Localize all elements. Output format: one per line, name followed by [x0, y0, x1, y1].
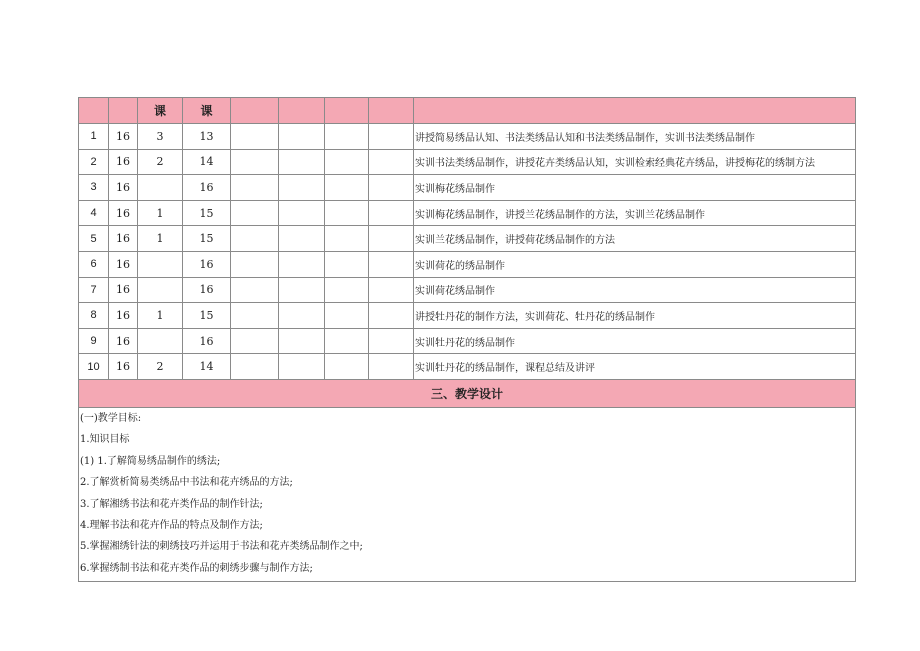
table-row [79, 354, 856, 380]
empty-cell [369, 149, 414, 175]
empty-cell [369, 328, 414, 354]
design-line: 5.掌握湘绣针法的刺绣技巧并运用于书法和花卉类绣品制作之中; [80, 541, 363, 553]
hours-lecture-cell [138, 251, 183, 277]
empty-cell [279, 175, 325, 201]
schedule-table [78, 97, 856, 582]
schedule-sheet [78, 97, 855, 574]
header-row [79, 98, 856, 124]
table-row [79, 200, 856, 226]
hours-lecture-cell [138, 175, 183, 201]
empty-cell [369, 226, 414, 252]
week-number-cell: 7 [79, 277, 109, 303]
empty-cell [279, 200, 325, 226]
table-row [79, 277, 856, 303]
empty-cell [369, 175, 414, 201]
empty-cell [231, 354, 279, 380]
empty-cell [279, 303, 325, 329]
table-row [79, 175, 856, 201]
table-row [79, 328, 856, 354]
week-number-cell: 8 [79, 303, 109, 329]
section-title: 三、教学设计 [79, 379, 856, 407]
empty-cell [325, 200, 369, 226]
empty-cell [279, 251, 325, 277]
hours-lecture-cell: 2 [138, 149, 183, 175]
hours-total-cell: 16 [109, 149, 138, 175]
empty-cell [231, 277, 279, 303]
empty-cell [231, 200, 279, 226]
hours-total-cell: 16 [109, 226, 138, 252]
week-number-cell: 1 [79, 124, 109, 150]
design-line: (1) 1.了解简易绣品制作的绣法; [80, 455, 221, 467]
hours-total-cell: 16 [109, 328, 138, 354]
empty-cell [369, 200, 414, 226]
header-cell [231, 98, 279, 124]
empty-cell [325, 124, 369, 150]
hours-practice-cell: 15 [183, 200, 231, 226]
empty-cell [279, 149, 325, 175]
empty-cell [369, 303, 414, 329]
design-line: 3.了解湘绣书法和花卉类作品的制作针法; [80, 498, 263, 510]
empty-cell [325, 303, 369, 329]
hours-practice-cell: 14 [183, 149, 231, 175]
header-cell-ke-1: 课 [138, 98, 183, 124]
hours-practice-cell: 13 [183, 124, 231, 150]
hours-practice-cell: 16 [183, 251, 231, 277]
design-line: 4.理解书法和花卉作品的特点及制作方法; [80, 519, 263, 531]
content-cell: 实训书法类绣品制作，讲授花卉类绣品认知，实训检索经典花卉绣品，讲授梅花的绣制方法 [414, 149, 856, 175]
header-cell [109, 98, 138, 124]
hours-total-cell: 16 [109, 124, 138, 150]
week-number-cell: 3 [79, 175, 109, 201]
empty-cell [325, 354, 369, 380]
week-number-cell: 5 [79, 226, 109, 252]
empty-cell [231, 124, 279, 150]
week-number-cell: 2 [79, 149, 109, 175]
hours-lecture-cell [138, 328, 183, 354]
header-cell [279, 98, 325, 124]
empty-cell [279, 124, 325, 150]
empty-cell [325, 175, 369, 201]
content-cell: 讲授简易绣品认知、书法类绣品认知和书法类绣品制作，实训书法类绣品制作 [414, 124, 856, 150]
content-cell: 实训荷花绣品制作 [414, 277, 856, 303]
content-cell: 实训梅花绣品制作 [414, 175, 856, 201]
content-cell: 实训兰花绣品制作，讲授荷花绣品制作的方法 [414, 226, 856, 252]
content-cell: 讲授牡丹花的制作方法，实训荷花、牡丹花的绣品制作 [414, 303, 856, 329]
design-line: 6.掌握绣制书法和花卉类作品的刺绣步骤与制作方法; [80, 562, 313, 574]
hours-lecture-cell: 3 [138, 124, 183, 150]
empty-cell [325, 149, 369, 175]
hours-lecture-cell: 1 [138, 226, 183, 252]
week-number-cell: 6 [79, 251, 109, 277]
table-row [79, 251, 856, 277]
week-number-cell: 10 [79, 354, 109, 380]
hours-total-cell: 16 [109, 200, 138, 226]
empty-cell [231, 328, 279, 354]
empty-cell [279, 328, 325, 354]
content-cell: 实训梅花绣品制作，讲授兰花绣品制作的方法，实训兰花绣品制作 [414, 200, 856, 226]
empty-cell [231, 175, 279, 201]
hours-total-cell: 16 [109, 277, 138, 303]
content-cell: 实训牡丹花的绣品制作，课程总结及讲评 [414, 354, 856, 380]
content-cell: 实训荷花的绣品制作 [414, 251, 856, 277]
hours-total-cell: 16 [109, 251, 138, 277]
empty-cell [231, 251, 279, 277]
empty-cell [279, 354, 325, 380]
empty-cell [279, 277, 325, 303]
hours-practice-cell: 16 [183, 277, 231, 303]
hours-practice-cell: 16 [183, 175, 231, 201]
empty-cell [325, 277, 369, 303]
header-cell [369, 98, 414, 124]
hours-practice-cell: 16 [183, 328, 231, 354]
table-row [79, 124, 856, 150]
design-line: 1.知识目标 [80, 434, 130, 446]
table-row [79, 226, 856, 252]
empty-cell [325, 226, 369, 252]
empty-cell [231, 149, 279, 175]
header-cell [79, 98, 109, 124]
header-cell [325, 98, 369, 124]
hours-practice-cell: 14 [183, 354, 231, 380]
empty-cell [325, 328, 369, 354]
week-number-cell: 4 [79, 200, 109, 226]
design-cell [79, 407, 856, 581]
hours-total-cell: 16 [109, 354, 138, 380]
design-row [79, 407, 856, 581]
hours-total-cell: 16 [109, 175, 138, 201]
week-number-cell: 9 [79, 328, 109, 354]
design-line: 2.了解赏析简易类绣品中书法和花卉绣品的方法; [80, 477, 293, 489]
hours-lecture-cell: 1 [138, 303, 183, 329]
table-row [79, 303, 856, 329]
header-cell [414, 98, 856, 124]
design-line: (一)教学目标: [80, 412, 142, 424]
empty-cell [369, 277, 414, 303]
empty-cell [231, 303, 279, 329]
hours-practice-cell: 15 [183, 303, 231, 329]
empty-cell [369, 354, 414, 380]
empty-cell [325, 251, 369, 277]
empty-cell [369, 251, 414, 277]
empty-cell [231, 226, 279, 252]
table-row [79, 149, 856, 175]
hours-total-cell: 16 [109, 303, 138, 329]
empty-cell [369, 124, 414, 150]
hours-lecture-cell: 2 [138, 354, 183, 380]
hours-practice-cell: 15 [183, 226, 231, 252]
section-row [79, 379, 856, 407]
hours-lecture-cell: 1 [138, 200, 183, 226]
content-cell: 实训牡丹花的绣品制作 [414, 328, 856, 354]
empty-cell [279, 226, 325, 252]
header-cell-ke-2: 课 [183, 98, 231, 124]
hours-lecture-cell [138, 277, 183, 303]
